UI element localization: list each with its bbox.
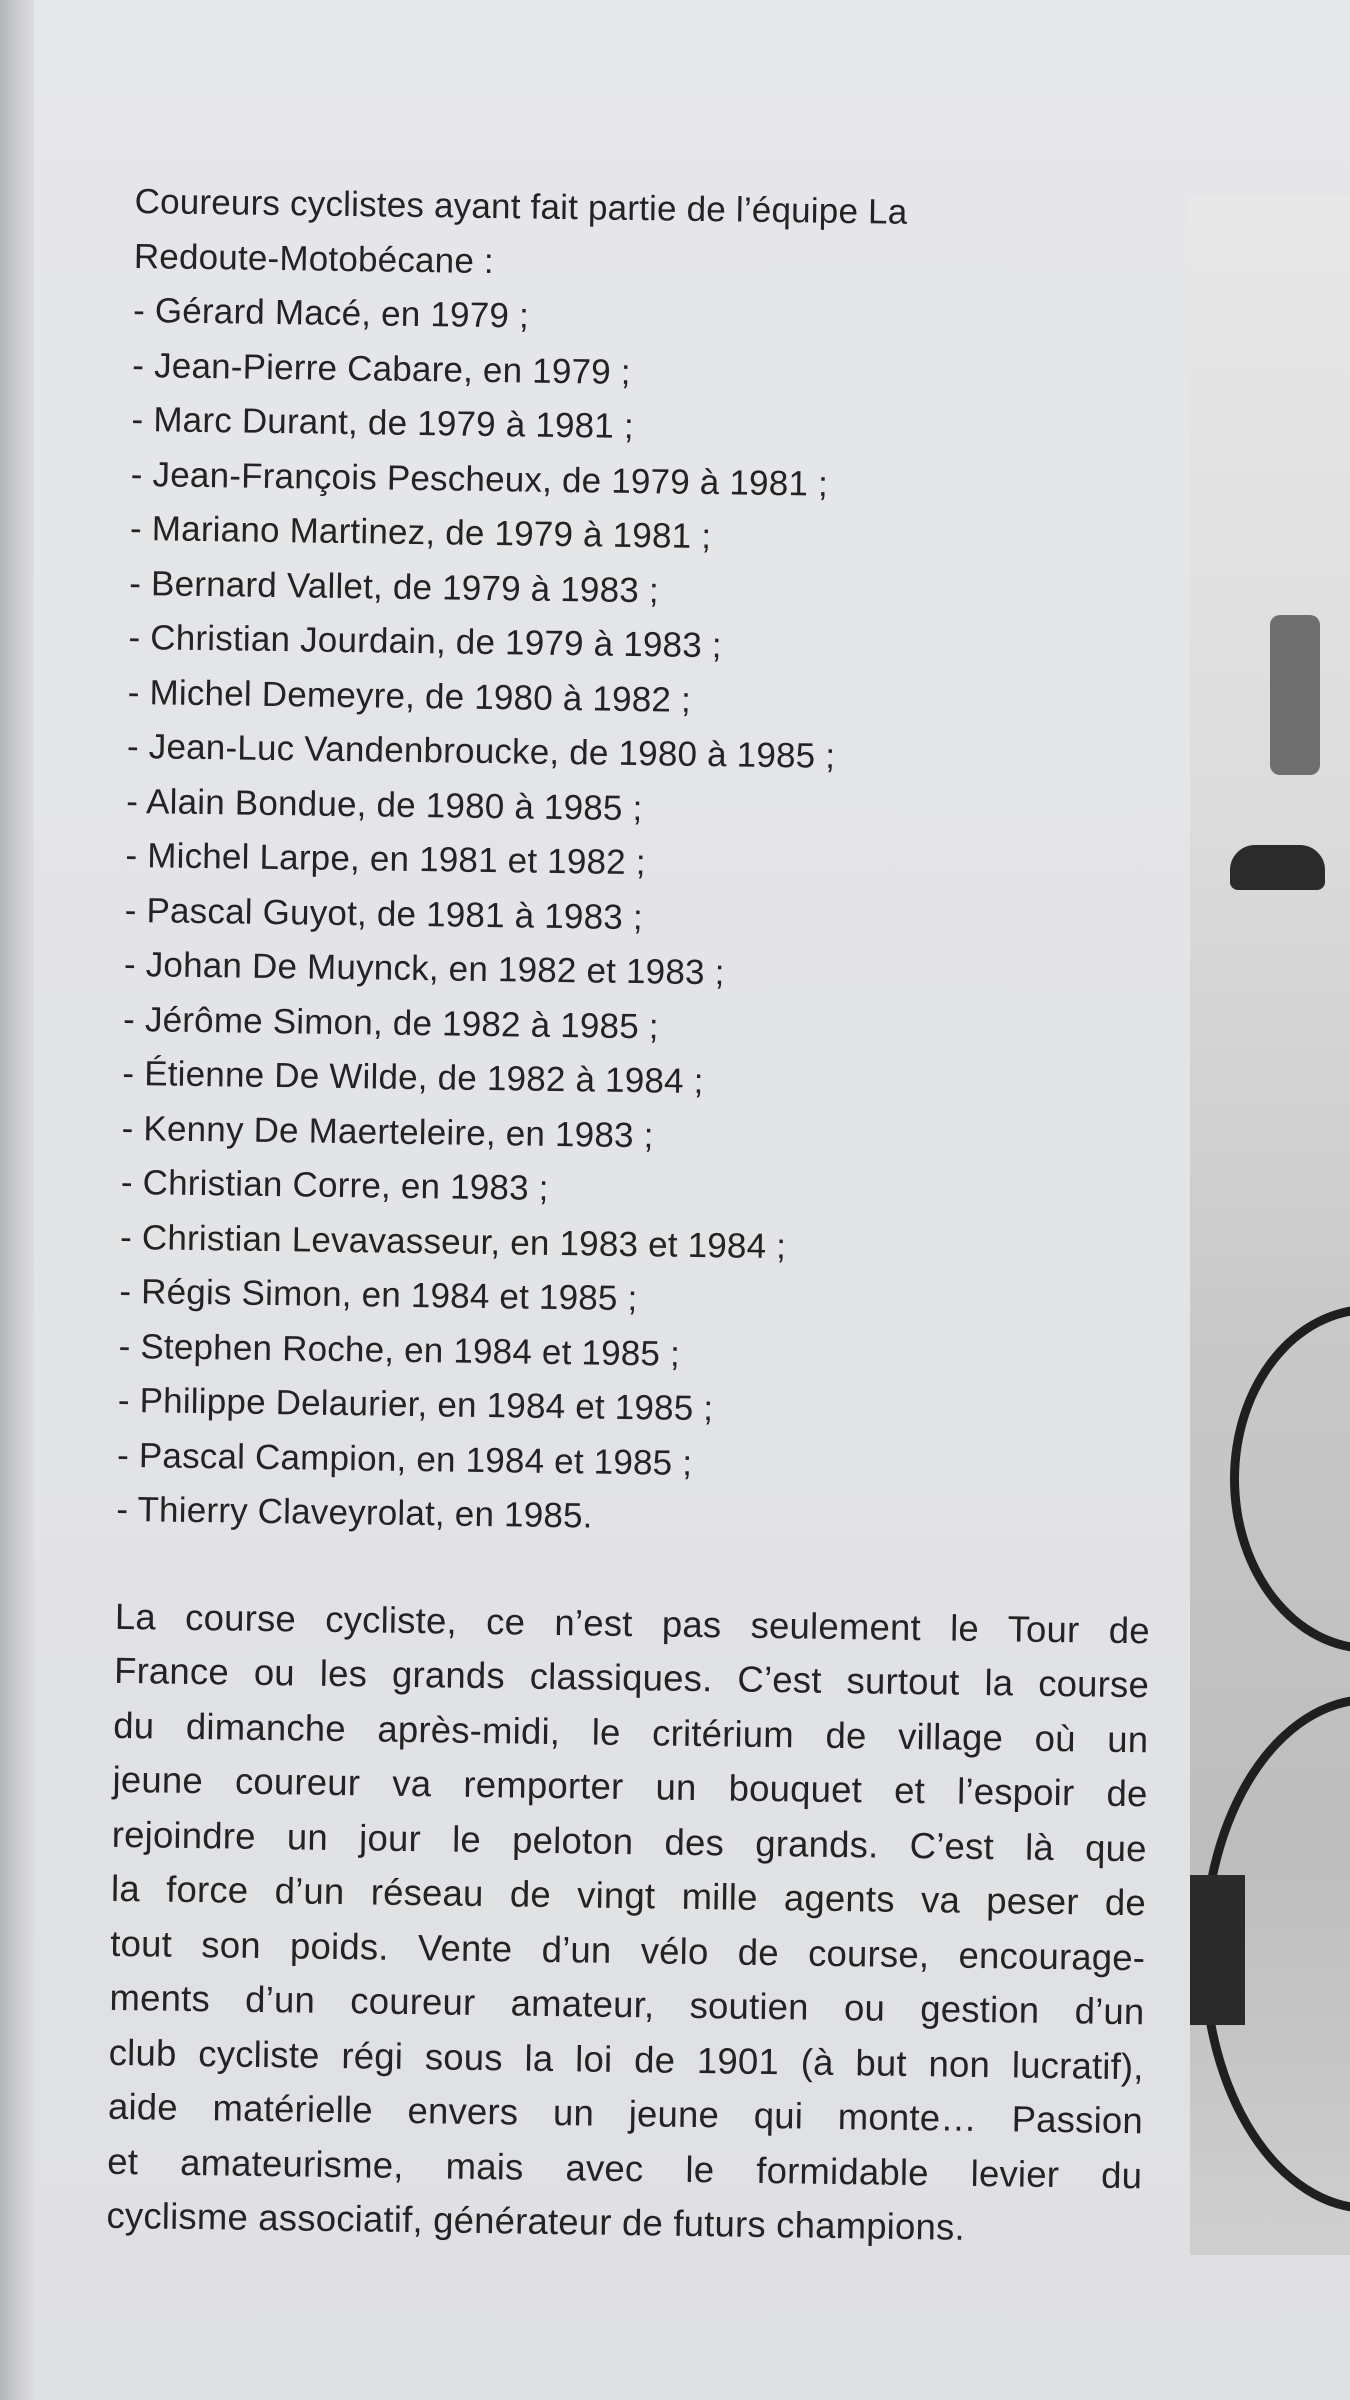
photo-rider-shoe: [1230, 845, 1325, 890]
rider-list-item: - Thierry Claveyrolat, en 1985.: [116, 1489, 593, 1536]
paragraph-line: France ou les grands classiques. C’est surtout la course: [113, 1649, 1150, 1706]
page-spine: [0, 0, 34, 2400]
rider-list-item: - Jérôme Simon, de 1982 à 1985 ;: [122, 999, 660, 1046]
photo-shadow: [1190, 1875, 1245, 2025]
rider-list-item: - Stephen Roche, en 1984 et 1985 ;: [118, 1326, 681, 1374]
rider-list: [116, 284, 1193, 1552]
list-heading-line: Redoute-Motobécane :: [133, 236, 495, 281]
paragraph-line: rejoindre un jour le peloton des grands. C’est là que: [111, 1813, 1148, 1869]
cycling-photo: [1190, 195, 1350, 2255]
paragraph-line: tout son poids. Vente d’un vélo de course, encourage-: [110, 1922, 1146, 1978]
paragraph-line: du dimanche après-midi, le critérium de village où un: [113, 1704, 1149, 1760]
rider-list-item: - Jean-Pierre Cabare, en 1979 ;: [132, 345, 631, 392]
rider-list-item: - Kenny De Maerteleire, en 1983 ;: [121, 1108, 654, 1155]
rider-list-item: - Étienne De Wilde, de 1982 à 1984 ;: [122, 1053, 704, 1102]
paragraph-line: et amateurisme, mais avec le formidable levier du: [106, 2140, 1143, 2196]
rider-list-item: - Christian Levavasseur, en 1983 et 1984 ;: [119, 1217, 787, 1266]
rider-list-item: - Philippe Delaurier, en 1984 et 1985 ;: [117, 1380, 714, 1429]
rider-list-item: - Bernard Vallet, de 1979 à 1983 ;: [129, 563, 660, 610]
paragraph-line: ments d’un coureur amateur, soutien ou gestion d’un: [109, 1976, 1145, 2033]
rider-list-item: - Michel Larpe, en 1981 et 1982 ;: [125, 835, 647, 883]
rider-list-item: - Jean-Luc Vandenbroucke, de 1980 à 1985 ;: [126, 726, 836, 776]
rider-list-item: - Christian Corre, en 1983 ;: [120, 1162, 549, 1208]
rider-list-item: - Marc Durant, de 1979 à 1981 ;: [131, 399, 635, 446]
paragraph-line: cyclisme associatif, générateur de futurs champions.: [106, 2194, 966, 2248]
rider-list-item: - Pascal Guyot, de 1981 à 1983 ;: [124, 890, 644, 937]
rider-list-item: - Jean-François Pescheux, de 1979 à 1981 ;: [130, 454, 829, 504]
paragraph-line: club cycliste régi sous la loi de 1901 (à but non lucratif),: [108, 2031, 1144, 2087]
page-text: [106, 175, 1195, 2258]
rider-list-item: - Alain Bondue, de 1980 à 1985 ;: [125, 781, 643, 828]
rider-list-item: - Régis Simon, en 1984 et 1985 ;: [119, 1271, 638, 1319]
body-paragraph: [106, 1589, 1150, 2257]
paragraph-line: aide matérielle envers un jeune qui monte… Passion: [107, 2085, 1144, 2142]
rider-list-item: - Johan De Muynck, en 1982 et 1983 ;: [123, 944, 725, 993]
rider-list-item: - Michel Demeyre, de 1980 à 1982 ;: [127, 672, 692, 720]
photo-rider-leg: [1270, 615, 1320, 775]
rider-list-item: - Pascal Campion, en 1984 et 1985 ;: [116, 1435, 693, 1483]
rider-list-item: - Mariano Martinez, de 1979 à 1981 ;: [129, 508, 712, 557]
rider-list-item: - Christian Jourdain, de 1979 à 1983 ;: [128, 617, 723, 666]
photo-bicycle-wheel: [1230, 1305, 1350, 1653]
list-heading: [133, 175, 1194, 299]
list-heading-line: Coureurs cyclistes ayant fait partie de l’équipe La: [134, 181, 908, 232]
paragraph-line: la force d’un réseau de vingt mille agents va peser de: [110, 1867, 1147, 1924]
paragraph-line: La course cycliste, ce n’est pas seulement le Tour de: [114, 1595, 1151, 1651]
paragraph-line: jeune coureur va remporter un bouquet et l’espoir de: [112, 1758, 1148, 1815]
rider-list-item: - Gérard Macé, en 1979 ;: [132, 290, 530, 336]
